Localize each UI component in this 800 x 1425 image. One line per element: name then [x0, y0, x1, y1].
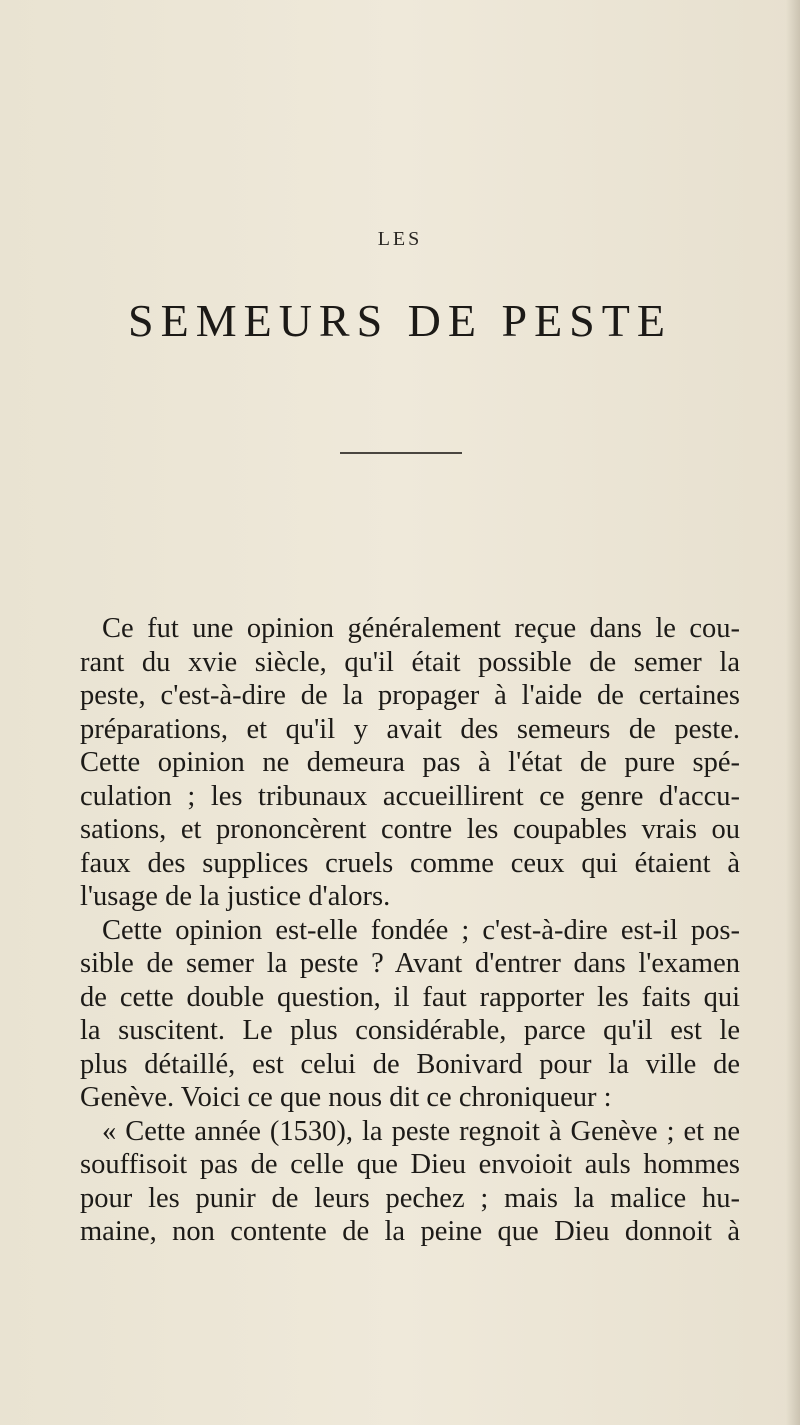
chapter-title: SEMEURS DE PESTE [128, 295, 672, 346]
text-line: souffisoit pas de celle que Dieu envoioit auls hommes [80, 1149, 740, 1180]
text-line: Genève. Voici ce que nous dit ce chroniqueur : [80, 1082, 612, 1113]
text-line: Cette opinion ne demeura pas à l'état de pure spé- [80, 747, 740, 778]
text-line: peste, c'est-à-dire de la propager à l'aide de certaines [80, 680, 740, 711]
text-line: l'usage de la justice d'alors. [80, 881, 391, 912]
page-edge-shadow [786, 0, 800, 1425]
text-line: la suscitent. Le plus considérable, parce qu'il est le [80, 1015, 740, 1046]
text-line: plus détaillé, est celui de Bonivard pour la ville de [80, 1048, 740, 1080]
text-line: Ce fut une opinion généralement reçue dans le cou- [102, 613, 740, 644]
text-line: maine, non contente de la peine que Dieu donnoit à [80, 1216, 740, 1247]
text-line: sations, et prononcèrent contre les coupables vrais ou [80, 814, 740, 845]
text-line: sible de semer la peste ? Avant d'entrer dans l'examen [80, 948, 740, 979]
text-line: culation ; les tribunaux accueillirent ce genre d'accu- [80, 780, 740, 812]
body-text [80, 612, 740, 1249]
heading-kicker: LES [377, 228, 423, 250]
text-line: « Cette année (1530), la peste regnoit à Genève ; et ne [102, 1115, 740, 1147]
title-divider [340, 452, 462, 454]
text-line: faux des supplices cruels comme ceux qui étaient à [80, 847, 740, 879]
text-line: préparations, et qu'il y avait des semeurs de peste. [80, 713, 740, 745]
text-line: pour les punir de leurs pechez ; mais la malice hu- [80, 1182, 740, 1214]
text-line: Cette opinion est-elle fondée ; c'est-à-dire est-il pos- [102, 914, 740, 946]
text-line: de cette double question, il faut rapporter les faits qui [80, 981, 740, 1013]
text-line: rant du xvie siècle, qu'il était possible de semer la [80, 646, 740, 678]
